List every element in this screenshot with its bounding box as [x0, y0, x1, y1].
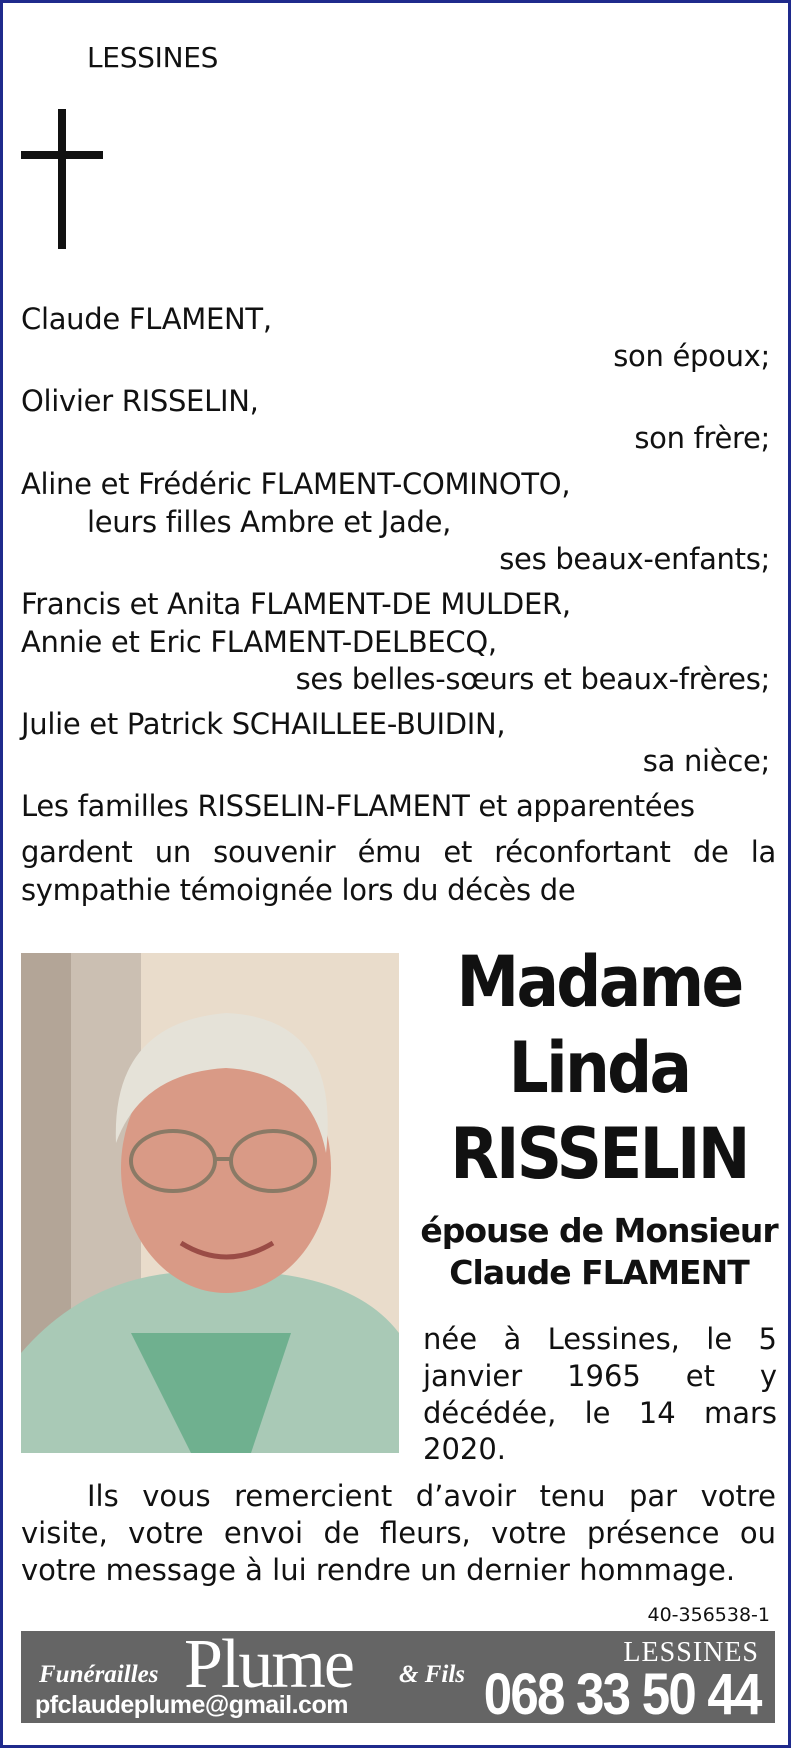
family-line: Aline et Frédéric FLAMENT-COMINOTO, [21, 467, 571, 501]
thanks-paragraph [21, 1478, 776, 1588]
thanks-text: Ils vous remercient d’avoir tenu par votre visite, votre envoi de fleurs, votre présence ou votre message à lui rendre un dernier hommage. [21, 1479, 776, 1587]
family-line: Francis et Anita FLAMENT-DE MULDER, [21, 587, 571, 621]
spouse-line-2: Claude FLAMENT [449, 1253, 749, 1292]
deceased-first-name: Linda [508, 1027, 690, 1109]
family-line: Les familles RISSELIN-FLAMENT et apparentées [21, 789, 695, 823]
family-line: Julie et Patrick SCHAILLEE-BUIDIN, [21, 707, 506, 741]
family-line: Annie et Eric FLAMENT-DELBECQ, [21, 625, 497, 659]
spouse-line-1: épouse de Monsieur [420, 1211, 778, 1250]
reference-number: 40-356538-1 [647, 1604, 770, 1626]
family-line: Olivier RISSELIN, [21, 384, 259, 418]
family-relation: son époux; [613, 339, 770, 373]
funeral-home-city: LESSINES [623, 1637, 759, 1668]
family-relation: son frère; [634, 421, 770, 455]
family-line: sympathie témoignée lors du décès de [21, 873, 576, 907]
funeral-home-prefix: Funérailles [39, 1661, 159, 1688]
funeral-home-phone: 068 33 50 44 [484, 1662, 761, 1723]
birth-death-text: née à Lessines, le 5 janvier 1965 et y décédée, le 14 mars 2020. [423, 1322, 777, 1467]
deceased-title: Madame [456, 941, 742, 1023]
funeral-home-suffix: & Fils [399, 1661, 465, 1688]
funeral-home-email: pfclaudeplume@gmail.com [35, 1691, 348, 1719]
family-line: Claude FLAMENT, [21, 302, 272, 336]
family-line: gardent un souvenir ému et réconfortant de la [21, 835, 776, 869]
family-relation: sa nièce; [642, 744, 770, 778]
family-line: leurs filles Ambre et Jade, [87, 505, 452, 539]
funeral-home-banner [21, 1631, 775, 1723]
funeral-home-logo-name: Plume [184, 1631, 353, 1703]
portrait-photo [21, 953, 399, 1453]
deceased-last-name: RISSELIN [450, 1113, 748, 1195]
family-relation: ses belles-sœurs et beaux-frères; [295, 662, 770, 696]
header-city: LESSINES [87, 41, 219, 74]
family-relation: ses beaux-enfants; [499, 542, 770, 576]
